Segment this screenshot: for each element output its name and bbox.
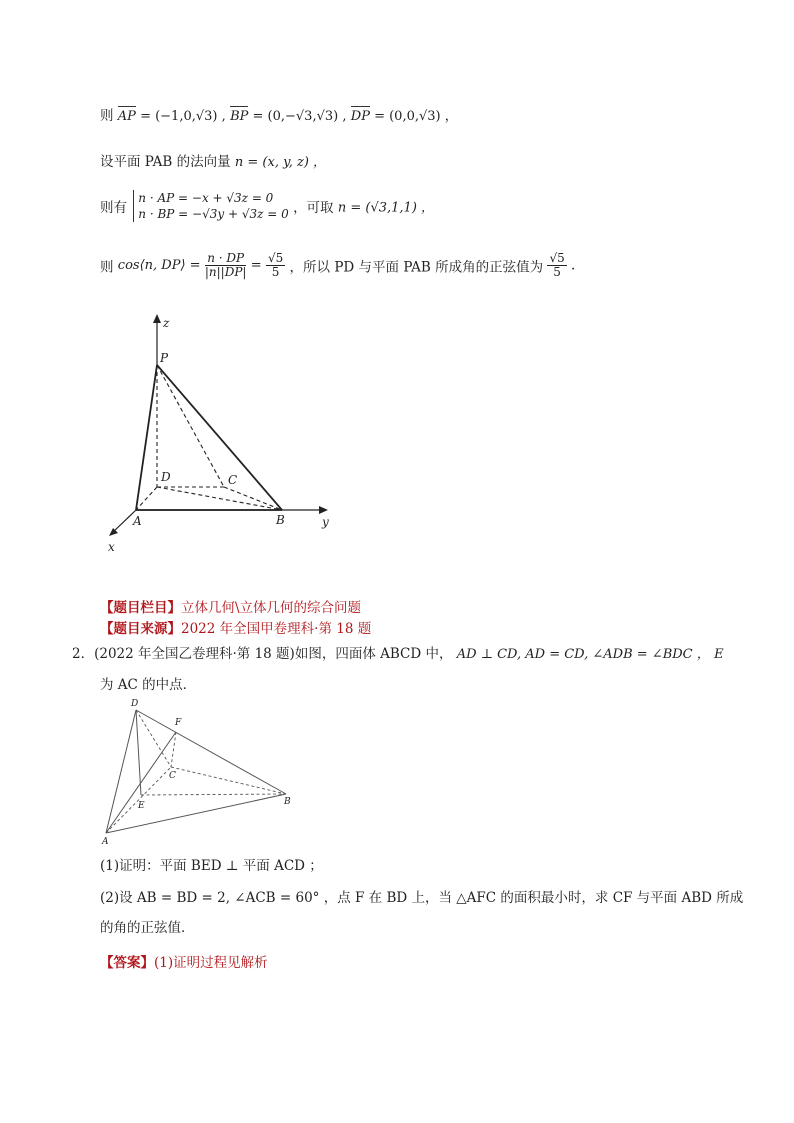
vector-bp-value: = (0,−√3,√3) , [248, 109, 347, 124]
period: . [571, 257, 576, 274]
problem-conditions: AD ⊥ CD, AD = CD, ∠ADB = ∠BDC ， [456, 647, 710, 662]
system-prefix: 则有 [100, 200, 127, 217]
figure-tetrahedron [96, 694, 296, 849]
text-prefix: 则 [100, 108, 114, 124]
cosine-fraction [205, 252, 247, 279]
edge-db [157, 487, 282, 510]
z-axis-arrow [153, 314, 161, 323]
equation-1: n · AP = −x + √3z = 0 [138, 191, 274, 205]
cosine-numerator: n · DP [207, 251, 245, 265]
y-axis-arrow [319, 506, 328, 514]
equation-system [133, 190, 288, 222]
solution-line-cosine [100, 252, 575, 279]
edge-pc [157, 365, 224, 487]
source-text: 2022 年全国甲卷理科·第 18 题 [181, 621, 372, 637]
problem-number: 2． [72, 646, 95, 662]
edge-ab [106, 794, 286, 833]
cosine-result [266, 252, 285, 279]
edge-af [106, 732, 176, 833]
label-d: D [131, 699, 139, 709]
edge-cb [171, 767, 286, 794]
vector-dp-value: = (0,0,√3) ， [369, 109, 458, 124]
label-z: z [163, 316, 170, 330]
problem-2-intro [72, 642, 724, 662]
answer-text: (1)证明过程见解析 [154, 955, 268, 971]
sine-result [547, 252, 566, 279]
label-p: P [160, 351, 169, 365]
solution-line-normal [100, 150, 326, 170]
source-tag: 【题目来源】 [100, 621, 181, 637]
problem-2-answer [100, 951, 268, 971]
label-x: x [108, 540, 115, 554]
question-column [100, 596, 361, 616]
normal-vector-formula: n = (x, y, z) ， [234, 155, 327, 170]
label-c: C [169, 771, 176, 781]
label-a: A [102, 837, 109, 847]
column-text: 立体几何\立体几何的综合问题 [181, 600, 362, 616]
equation-2: n · BP = −√3y + √3z = 0 [138, 207, 289, 222]
question-source [100, 617, 371, 637]
problem-2-part2b [100, 916, 195, 936]
edge-da [106, 710, 136, 833]
label-f: F [175, 718, 182, 728]
edge-pa [136, 365, 157, 510]
label-b: B [276, 513, 285, 527]
cosine-prefix: 则 [100, 259, 114, 276]
edge-dc [136, 710, 171, 767]
edge-pb [157, 365, 282, 510]
solution-line-vectors [100, 104, 458, 124]
vector-dp: DP [350, 109, 370, 124]
conclusion-text: ，所以 PD 与平面 PAB 所成角的正弦值为 [289, 259, 544, 276]
result-numerator: √5 [267, 251, 284, 265]
edge-fc [171, 732, 176, 767]
part-1-text: (1)证明：平面 BED ⊥ 平面 ACD ； [100, 858, 323, 874]
edge-ac [106, 767, 171, 833]
part-2-continued: 的角的正弦值． [100, 920, 195, 936]
edge-cb [224, 487, 282, 510]
cosine-expression: cos⟨n, DP⟩ = [117, 258, 201, 274]
answer-tag: 【答案】 [100, 955, 154, 971]
label-b: B [284, 797, 291, 807]
sine-denominator: 5 [553, 265, 561, 280]
vector-bp: BP [230, 109, 249, 124]
vector-ap-value: = (−1,0,√3) , [135, 109, 226, 124]
problem-intro: (2022 年全国乙卷理科·第 18 题)如图，四面体 ABCD 中， [94, 646, 453, 662]
problem-point-e: E [714, 647, 724, 662]
normal-vector-text: 设平面 PAB 的法向量 [100, 154, 231, 170]
solution-line-system [100, 190, 434, 222]
problem-2-part1 [100, 854, 323, 874]
label-e: E [138, 801, 145, 811]
sine-numerator: √5 [549, 251, 565, 265]
vector-ap: AP [117, 109, 136, 124]
edge-eb [141, 794, 286, 795]
result-denominator: 5 [271, 265, 280, 280]
chosen-normal-vector: n = (√3,1,1) ， [337, 200, 435, 216]
problem-2-line2 [100, 673, 196, 693]
label-d: D [161, 470, 171, 484]
equals-sign: = [250, 258, 262, 274]
label-y: y [322, 515, 329, 529]
figure-pyramid-axes [100, 310, 350, 560]
label-a: A [133, 514, 142, 528]
edge-de [136, 710, 141, 795]
edge-db [136, 710, 286, 794]
problem-2-part2a [100, 886, 743, 906]
system-mid-text: ，可取 [293, 200, 334, 217]
problem-midpoint-text: 为 AC 的中点． [100, 677, 197, 693]
column-tag: 【题目栏目】 [100, 600, 181, 616]
label-c: C [228, 473, 238, 487]
cosine-denominator: |n||DP| [204, 265, 247, 280]
part-2-text: (2)设 AB = BD = 2, ∠ACB = 60° ，点 F 在 BD 上，当 △AFC 的面积最小时，求 CF 与平面 ABD 所成 [100, 890, 744, 906]
